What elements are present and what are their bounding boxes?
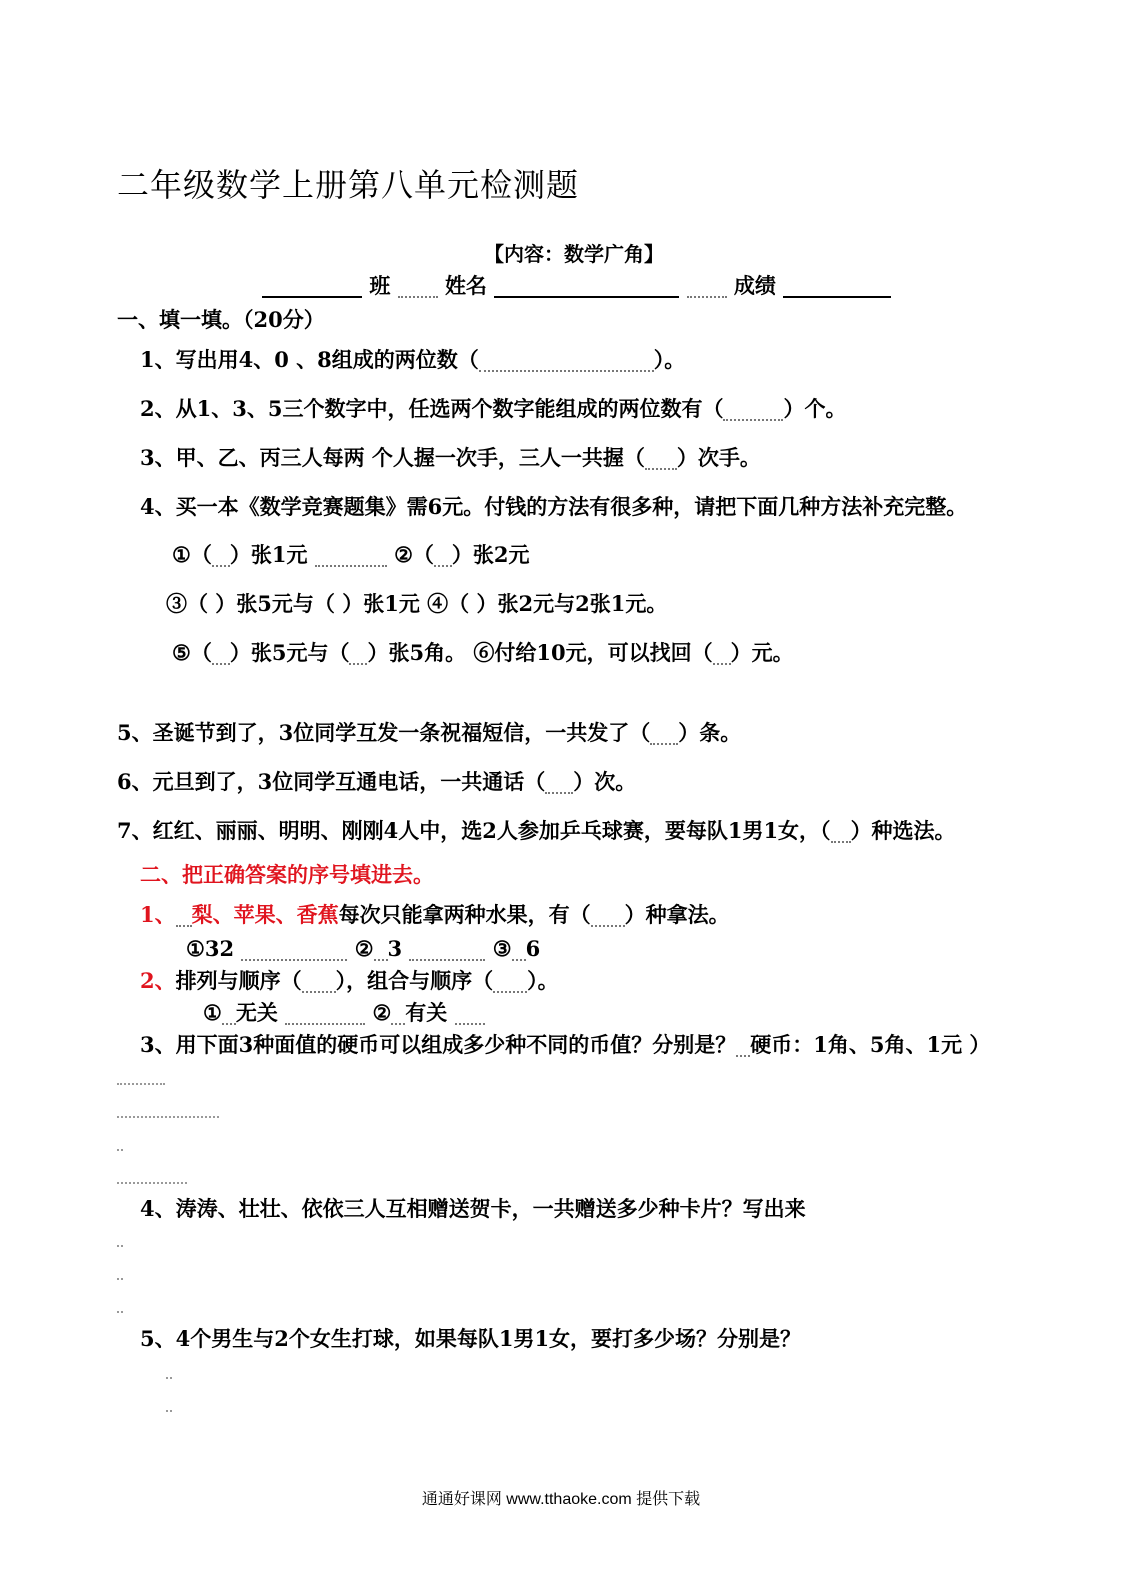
question-2-5: 5、4个男生与2个女生打球，如果每队1男1女，要打多少场？分别是？	[140, 1326, 802, 1351]
answer-line[interactable]	[166, 1375, 172, 1379]
class-blank[interactable]	[262, 276, 362, 298]
question-2-2-options: ① 无关 ② 有关	[203, 1000, 485, 1025]
answer-line[interactable]	[117, 1180, 187, 1184]
question-1-6: 6、元旦到了，3位同学互通电话，一共通话（ ）次。	[117, 769, 637, 794]
answer-line[interactable]	[117, 1243, 123, 1247]
answer-line[interactable]	[117, 1114, 219, 1118]
score-label: 成绩	[733, 273, 776, 298]
page-title: 二年级数学上册第八单元检测题	[117, 166, 580, 204]
question-2-2: 2、排列与顺序（ ），组合与顺序（ ）。	[140, 968, 559, 993]
question-2-1: 1、 梨、苹果、香蕉每次只能拿两种水果，有（ ）种拿法。	[140, 902, 730, 927]
answer-line[interactable]	[117, 1147, 123, 1151]
answer-line[interactable]	[166, 1408, 172, 1412]
section1-heading: 一、填一填。（20分）	[117, 307, 325, 332]
question-2-1-options: ①32 ② 3 ③ 6	[186, 936, 541, 961]
answer-line[interactable]	[117, 1081, 165, 1085]
subtitle: 【内容：数学广角】	[484, 242, 664, 266]
answer-line[interactable]	[117, 1309, 123, 1313]
question-1-4-options-b: ③（ ）张5元与（ ）张1元 ④（ ）张2元与2张1元。	[166, 591, 668, 616]
question-1-7: 7、红红、丽丽、明明、刚刚4人中，选2人参加乒乓球赛，要每队1男1女，（ ）种选法。	[117, 818, 956, 843]
question-2-3: 3、用下面3种面值的硬币可以组成多少种不同的币值？分别是？ 硬币：1角、5角、1元 ）	[140, 1032, 991, 1057]
question-1-2: 2、从1、3、5三个数字中，任选两个数字能组成的两位数有（ ）个。	[140, 396, 847, 421]
question-1-3: 3、甲、乙、丙三人每两 个人握一次手，三人一共握（ ）次手。	[140, 445, 761, 470]
question-1-4: 4、买一本《数学竞赛题集》需6元。付钱的方法有很多种，请把下面几种方法补充完整。	[140, 494, 968, 519]
name-label: 姓名	[444, 273, 487, 298]
class-label: 班	[369, 273, 391, 298]
question-2-4: 4、涛涛、壮壮、依依三人互相赠送贺卡，一共赠送多少种卡片？写出来	[140, 1196, 806, 1221]
score-blank[interactable]	[783, 276, 891, 298]
name-blank[interactable]	[494, 278, 679, 298]
page-footer: 通通好课网 www.tthaoke.com 提供下载	[421, 1491, 701, 1508]
answer-blank[interactable]	[645, 450, 677, 470]
question-1-4-options-c: ⑤（ ）张5元与（ ）张5角。 ⑥付给10元，可以找回（ ）元。	[172, 640, 794, 665]
question-1-1: 1、写出用4、0 、8组成的两位数（ ）。	[140, 347, 686, 372]
answer-line[interactable]	[117, 1276, 123, 1280]
section2-heading: 二、把正确答案的序号填进去。	[140, 862, 434, 887]
answer-blank[interactable]	[479, 352, 654, 372]
question-1-4-options-a: ①（ ）张1元 ②（ ）张2元	[172, 542, 530, 567]
question-1-5: 5、圣诞节到了，3位同学互发一条祝福短信，一共发了（ ）条。	[117, 720, 742, 745]
answer-blank[interactable]	[723, 401, 783, 421]
student-info-row	[262, 273, 891, 298]
